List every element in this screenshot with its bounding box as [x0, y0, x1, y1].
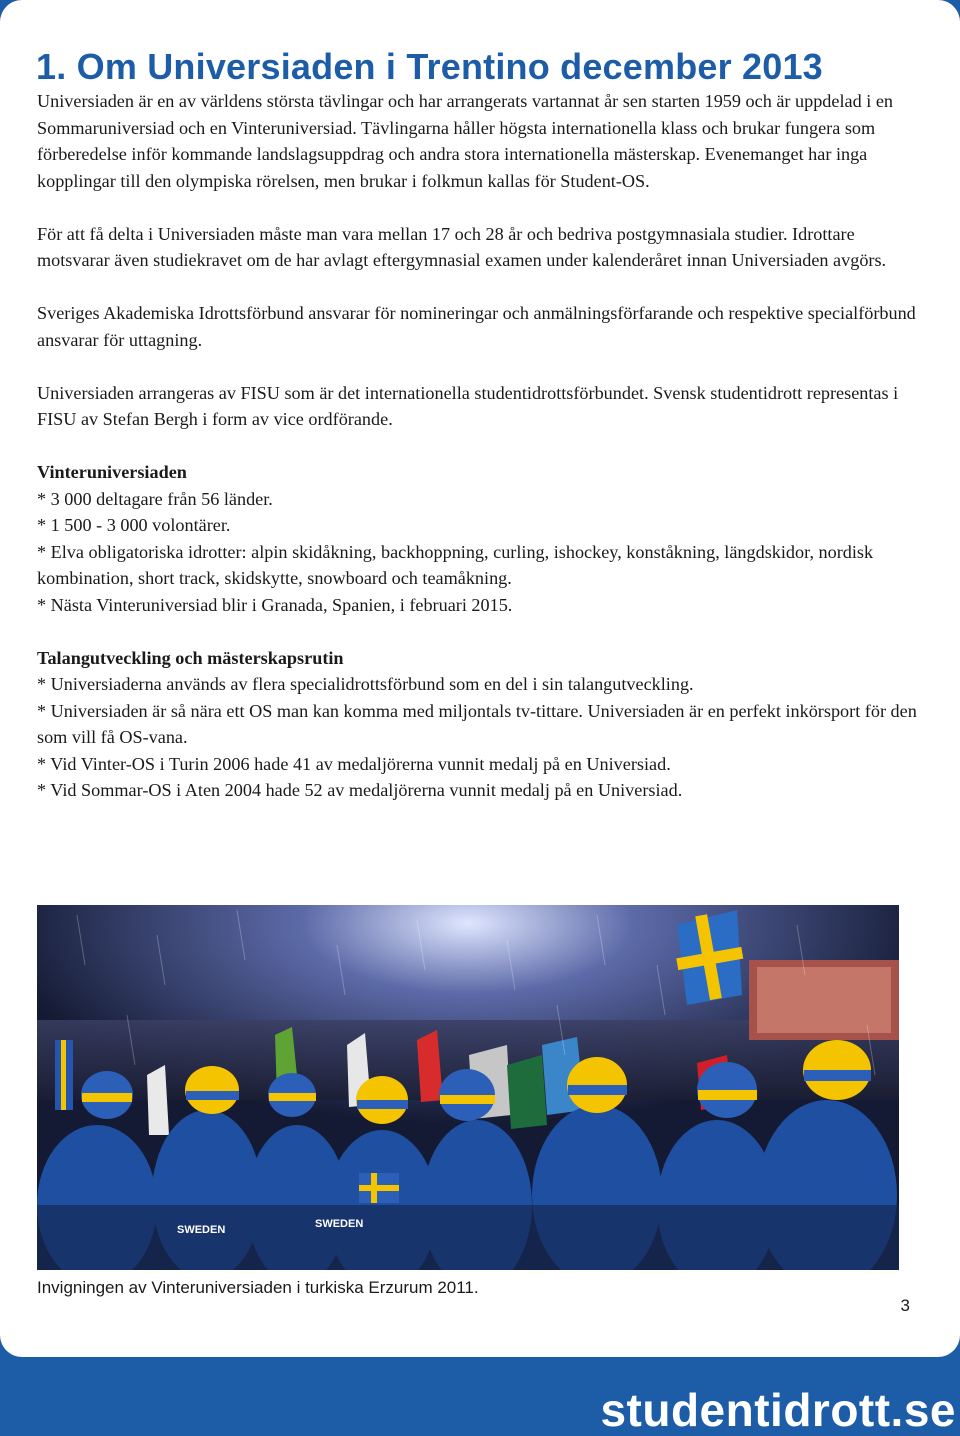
- list-item: * Vid Vinter-OS i Turin 2006 hade 41 av medaljörerna vunnit medalj på en Universiad.: [37, 753, 671, 774]
- list-item: * Universiaderna används av flera specialidrottsförbund som en del i sin talangutveckling.: [37, 674, 694, 694]
- article-body: [37, 88, 917, 830]
- page-corner: [930, 0, 960, 30]
- paragraph-nominations: Sveriges Akademiska Idrottsförbund ansvarar för nomineringar och anmälningsförfarande och respektive specialförbund ansvarar för uttagning.: [37, 303, 916, 350]
- talent-section: [37, 645, 917, 804]
- list-item: * Vid Sommar-OS i Aten 2004 hade 52 av medaljörerna vunnit medalj på en Universiad.: [37, 780, 683, 800]
- page-title: 1. Om Universiaden i Trentino december 2013: [36, 46, 823, 87]
- page-corner: [0, 0, 30, 30]
- winter-heading: Vinteruniversiaden: [37, 462, 187, 482]
- page-number: 3: [900, 1296, 910, 1315]
- list-item: * 3 000 deltagare från 56 länder.: [37, 488, 273, 509]
- list-item: * Universiaden är så nära ett OS man kan komma med miljontals tv-tittare. Universiaden är en perfekt inkörsport för den som vill få OS-vana.: [37, 700, 917, 747]
- paragraph-intro: Universiaden är en av världens största tävlingar och har arrangerats vartannat år sen starten 1959 och är uppdelad i en Sommaruniversiad och en Vinteruniversiad. Tävlingarna håller högsta internationella klass och brukar fungera som förberedelse inför kommande landslagsuppdrag och andra stora internationella mästerskap. Evenemanget har inga kopplingar till den olympiska rörelsen, men brukar i folkmun kallas för Student-OS.: [37, 91, 893, 191]
- paragraph-eligibility: För att få delta i Universiaden måste man vara mellan 17 och 28 år och bedriva postgymnasiala studier. Idrottare motsvarar även studiekravet om de har avlagt eftergymnasial examen under kalenderåret innan Universiaden avgörs.: [37, 223, 887, 270]
- list-item: * 1 500 - 3 000 volontärer.: [37, 515, 231, 535]
- list-item: * Nästa Vinteruniversiad blir i Granada, Spanien, i februari 2015.: [37, 594, 513, 615]
- winter-section: [37, 459, 917, 618]
- photo-caption: Invigningen av Vinteruniversiaden i turkiska Erzurum 2011.: [37, 1278, 479, 1297]
- jacket-label: SWEDEN: [177, 1224, 226, 1236]
- talent-heading: Talangutveckling och mästerskapsrutin: [37, 647, 344, 668]
- photo-illustration: [37, 905, 899, 1270]
- opening-ceremony-photo: [37, 905, 899, 1270]
- jacket-label: SWEDEN: [315, 1218, 364, 1230]
- brand-logo: studentidrott.se: [600, 1384, 956, 1436]
- paragraph-fisu: Universiaden arrangeras av FISU som är det internationella studentidrottsförbundet. Svensk studentidrott representas i FISU av Stefan Bergh i form av vice ordförande.: [37, 382, 899, 429]
- list-item: * Elva obligatoriska idrotter: alpin skidåkning, backhoppning, curling, ishockey, konståkning, längdskidor, nordisk kombination, short track, skidskytte, snowboard och teamåkning.: [37, 541, 874, 588]
